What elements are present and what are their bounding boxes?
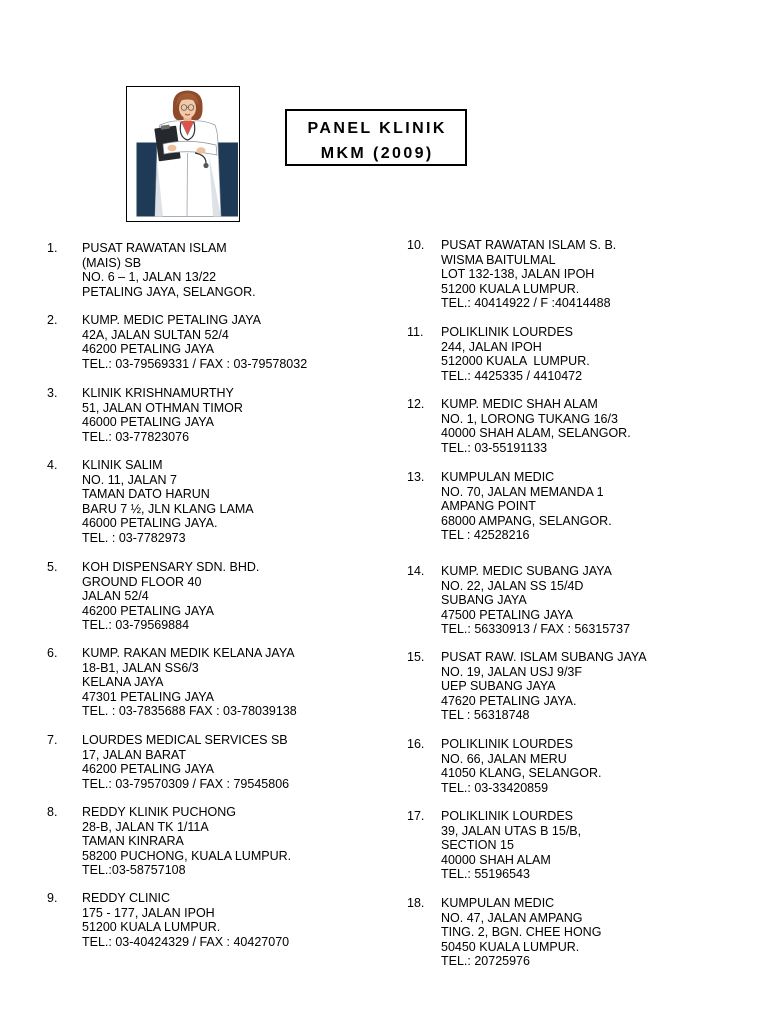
clinic-address-line: KELANA JAYA bbox=[82, 675, 164, 689]
clinic-address-line: 46200 PETALING JAYA bbox=[82, 762, 215, 776]
clinic-details bbox=[82, 241, 256, 299]
page-title-box bbox=[285, 109, 467, 166]
clinic-phone: TEL.: 03-33420859 bbox=[441, 780, 549, 795]
clinic-address-line: 28-B, JALAN TK 1/11A bbox=[82, 819, 209, 834]
clinic-name: PUSAT RAW. ISLAM SUBANG JAYA bbox=[441, 650, 647, 664]
clinic-address-line: 47301 PETALING JAYA bbox=[82, 689, 215, 704]
clinic-address-line: TING. 2, BGN. CHEE HONG bbox=[441, 925, 602, 939]
clinic-name: KLINIK SALIM bbox=[82, 458, 163, 472]
clinic-number: 10. bbox=[407, 238, 425, 252]
clinic-phone: TEL.: 03-77823076 bbox=[82, 429, 190, 444]
clinic-address-line: JALAN 52/4 bbox=[82, 589, 149, 603]
clinic-details bbox=[82, 458, 254, 545]
clinic-address-line: 58200 PUCHONG, KUALA LUMPUR. bbox=[82, 848, 292, 863]
clinic-address-line: 40000 SHAH ALAM, SELANGOR. bbox=[441, 426, 631, 440]
clinic-details bbox=[82, 805, 291, 878]
clinic-details bbox=[441, 238, 616, 311]
clinic-address-line: 46200 PETALING JAYA bbox=[82, 342, 215, 356]
clinic-number: 11. bbox=[407, 325, 424, 339]
clinic-number: 12. bbox=[407, 397, 425, 411]
clinic-address-line: 41050 KLANG, SELANGOR. bbox=[441, 766, 602, 780]
doctor-illustration bbox=[127, 87, 238, 220]
clinic-address-line: NO. 66, JALAN MERU bbox=[441, 751, 567, 766]
clinic-address-line: TAMAN DATO HARUN bbox=[82, 487, 210, 501]
clinic-address-line: NO. 70, JALAN MEMANDA 1 bbox=[441, 484, 604, 499]
clinic-phone: TEL. : 03-7835688 FAX : 03-78039138 bbox=[82, 704, 297, 718]
clinic-phone: TEL.: 40414922 / F :40414488 bbox=[441, 296, 611, 310]
clinic-address-line: NO. 22, JALAN SS 15/4D bbox=[441, 578, 584, 593]
clinic-name: POLIKLINIK LOURDES bbox=[441, 737, 573, 751]
clinic-address-line: 51, JALAN OTHMAN TIMOR bbox=[82, 400, 243, 415]
clinic-phone: TEL : 42528216 bbox=[441, 528, 530, 542]
left-hand bbox=[168, 145, 177, 152]
clinic-phone: TEL.:03-58757108 bbox=[82, 863, 186, 877]
clinic-address-line: 46000 PETALING JAYA bbox=[82, 415, 215, 429]
clinic-name: POLIKLINIK LOURDES bbox=[441, 809, 573, 823]
clinic-name: KUMPULAN MEDIC bbox=[441, 470, 555, 484]
clinic-address-line: 512000 KUALA LUMPUR. bbox=[441, 354, 590, 368]
page-subtitle: MKM (2009) bbox=[320, 145, 434, 162]
clinic-phone: TEL.: 03-79569884 bbox=[82, 618, 190, 632]
doctor-illustration-frame bbox=[126, 86, 240, 222]
clinic-address-line: 244, JALAN IPOH bbox=[441, 339, 542, 354]
clinic-name: KOH DISPENSARY SDN. BHD. bbox=[82, 560, 260, 574]
clinic-details bbox=[82, 560, 259, 633]
clinic-name: KUMPULAN MEDIC bbox=[441, 896, 555, 910]
clinic-address-line: WISMA BAITULMAL bbox=[441, 252, 556, 267]
clinic-number: 5. bbox=[47, 560, 58, 574]
clinic-name: KUMP. MEDIC SHAH ALAM bbox=[441, 397, 598, 411]
clinic-address-line: 175 - 177, JALAN IPOH bbox=[82, 905, 215, 920]
clinic-address-line: NO. 19, JALAN USJ 9/3F bbox=[441, 664, 583, 679]
clinic-phone: TEL.: 20725976 bbox=[441, 954, 530, 968]
clinic-number: 17. bbox=[407, 809, 425, 823]
clinic-name: KLINIK KRISHNAMURTHY bbox=[82, 386, 234, 400]
clinic-number: 3. bbox=[47, 386, 58, 400]
right-hand bbox=[197, 147, 206, 154]
doctor-figure bbox=[154, 91, 221, 217]
clinic-number: 6. bbox=[47, 646, 58, 660]
clinic-number: 4. bbox=[47, 458, 58, 472]
clinic-name: REDDY CLINIC bbox=[82, 891, 170, 905]
clinic-name: PUSAT RAWATAN ISLAM bbox=[82, 241, 227, 255]
clinic-number: 1. bbox=[47, 241, 58, 255]
clinic-address-line: 50450 KUALA LUMPUR. bbox=[441, 939, 580, 954]
clinic-name: LOURDES MEDICAL SERVICES SB bbox=[82, 733, 288, 747]
clinic-address-line: 46000 PETALING JAYA. bbox=[82, 516, 218, 530]
clinic-address-line: 68000 AMPANG, SELANGOR. bbox=[441, 513, 612, 528]
coat-fold bbox=[187, 153, 188, 217]
clinic-number: 7. bbox=[47, 733, 58, 747]
clinic-address-line: (MAIS) SB bbox=[82, 255, 142, 270]
clinic-number: 16. bbox=[407, 737, 425, 751]
clinic-address-line: 18-B1, JALAN SS6/3 bbox=[82, 660, 199, 675]
clinic-number: 9. bbox=[47, 891, 58, 905]
clinic-address-line: AMPANG POINT bbox=[441, 499, 536, 513]
clinic-address-line: 39, JALAN UTAS B 15/B, bbox=[441, 823, 582, 838]
clinic-number: 14. bbox=[407, 564, 425, 578]
clinic-number: 2. bbox=[47, 313, 58, 327]
clinic-address-line: 51200 KUALA LUMPUR. bbox=[82, 920, 221, 934]
clinic-phone: TEL.: 03-79570309 / FAX : 79545806 bbox=[82, 776, 290, 791]
clinic-address-line: 46200 PETALING JAYA bbox=[82, 603, 215, 618]
clinic-number: 8. bbox=[47, 805, 58, 819]
clinic-details bbox=[82, 646, 297, 719]
clinic-address-line: GROUND FLOOR 40 bbox=[82, 574, 202, 589]
clinic-name: KUMP. RAKAN MEDIK KELANA JAYA bbox=[82, 646, 295, 660]
clinic-number: 15. bbox=[407, 650, 425, 664]
clinic-phone: TEL.: 4425335 / 4410472 bbox=[441, 368, 583, 383]
clinic-details bbox=[82, 386, 243, 444]
clinic-address-line: LOT 132-138, JALAN IPOH bbox=[441, 267, 595, 281]
clinic-address-line: 17, JALAN BARAT bbox=[82, 747, 186, 762]
clinic-details bbox=[441, 650, 647, 723]
clinic-address-line: PETALING JAYA, SELANGOR. bbox=[82, 284, 256, 299]
clinic-name: PUSAT RAWATAN ISLAM S. B. bbox=[441, 238, 617, 252]
clinic-details bbox=[441, 896, 601, 969]
clinic-address-line: 42A, JALAN SULTAN 52/4 bbox=[82, 327, 229, 342]
clinic-name: POLIKLINIK LOURDES bbox=[441, 325, 573, 339]
clinic-details bbox=[441, 397, 631, 455]
clinic-details bbox=[82, 313, 307, 371]
clinic-address-line: NO. 11, JALAN 7 bbox=[82, 472, 177, 487]
clinic-details bbox=[82, 733, 289, 791]
clinic-address-line: TAMAN KINRARA bbox=[82, 834, 184, 848]
clinic-address-line: 47620 PETALING JAYA. bbox=[441, 693, 577, 708]
stethoscope-chestpiece bbox=[203, 163, 208, 168]
clinic-details bbox=[441, 809, 581, 882]
clinic-phone: TEL.: 56330913 / FAX : 56315737 bbox=[441, 622, 631, 636]
clinic-address-line: NO. 1, LORONG TUKANG 16/3 bbox=[441, 411, 618, 426]
clinic-details bbox=[441, 325, 590, 383]
clinic-phone: TEL : 56318748 bbox=[441, 708, 530, 722]
clinic-address-line: 40000 SHAH ALAM bbox=[441, 852, 551, 867]
clinic-address-line: SUBANG JAYA bbox=[441, 593, 527, 607]
clinic-phone: TEL.: 03-55191133 bbox=[441, 440, 548, 455]
clinic-address-line: 47500 PETALING JAYA bbox=[441, 607, 574, 622]
clinic-name: REDDY KLINIK PUCHONG bbox=[82, 805, 236, 819]
clinic-number: 13. bbox=[407, 470, 425, 484]
page-title: PANEL KLINIK bbox=[307, 120, 447, 137]
clinic-details bbox=[441, 564, 630, 637]
clinic-details bbox=[441, 737, 602, 795]
clinic-address-line: 51200 KUALA LUMPUR. bbox=[441, 281, 580, 296]
clinic-details bbox=[441, 470, 612, 543]
clinic-phone: TEL. : 03-7782973 bbox=[82, 530, 186, 545]
clinic-address-line: NO. 6 – 1, JALAN 13/22 bbox=[82, 270, 217, 284]
clinic-phone: TEL.: 03-40424329 / FAX : 40427070 bbox=[82, 934, 290, 949]
clinic-name: KUMP. MEDIC PETALING JAYA bbox=[82, 313, 261, 327]
clinic-name: KUMP. MEDIC SUBANG JAYA bbox=[441, 564, 612, 578]
clinic-phone: TEL.: 55196543 bbox=[441, 867, 530, 881]
clinic-phone: TEL.: 03-79569331 / FAX : 03-79578032 bbox=[82, 356, 308, 371]
clinic-address-line: UEP SUBANG JAYA bbox=[441, 679, 556, 693]
clinic-number: 18. bbox=[407, 896, 425, 910]
clinic-address-line: BARU 7 ½, JLN KLANG LAMA bbox=[82, 501, 254, 516]
clinic-details bbox=[82, 891, 289, 949]
clinic-address-line: SECTION 15 bbox=[441, 838, 514, 852]
clinic-address-line: NO. 47, JALAN AMPANG bbox=[441, 910, 583, 925]
